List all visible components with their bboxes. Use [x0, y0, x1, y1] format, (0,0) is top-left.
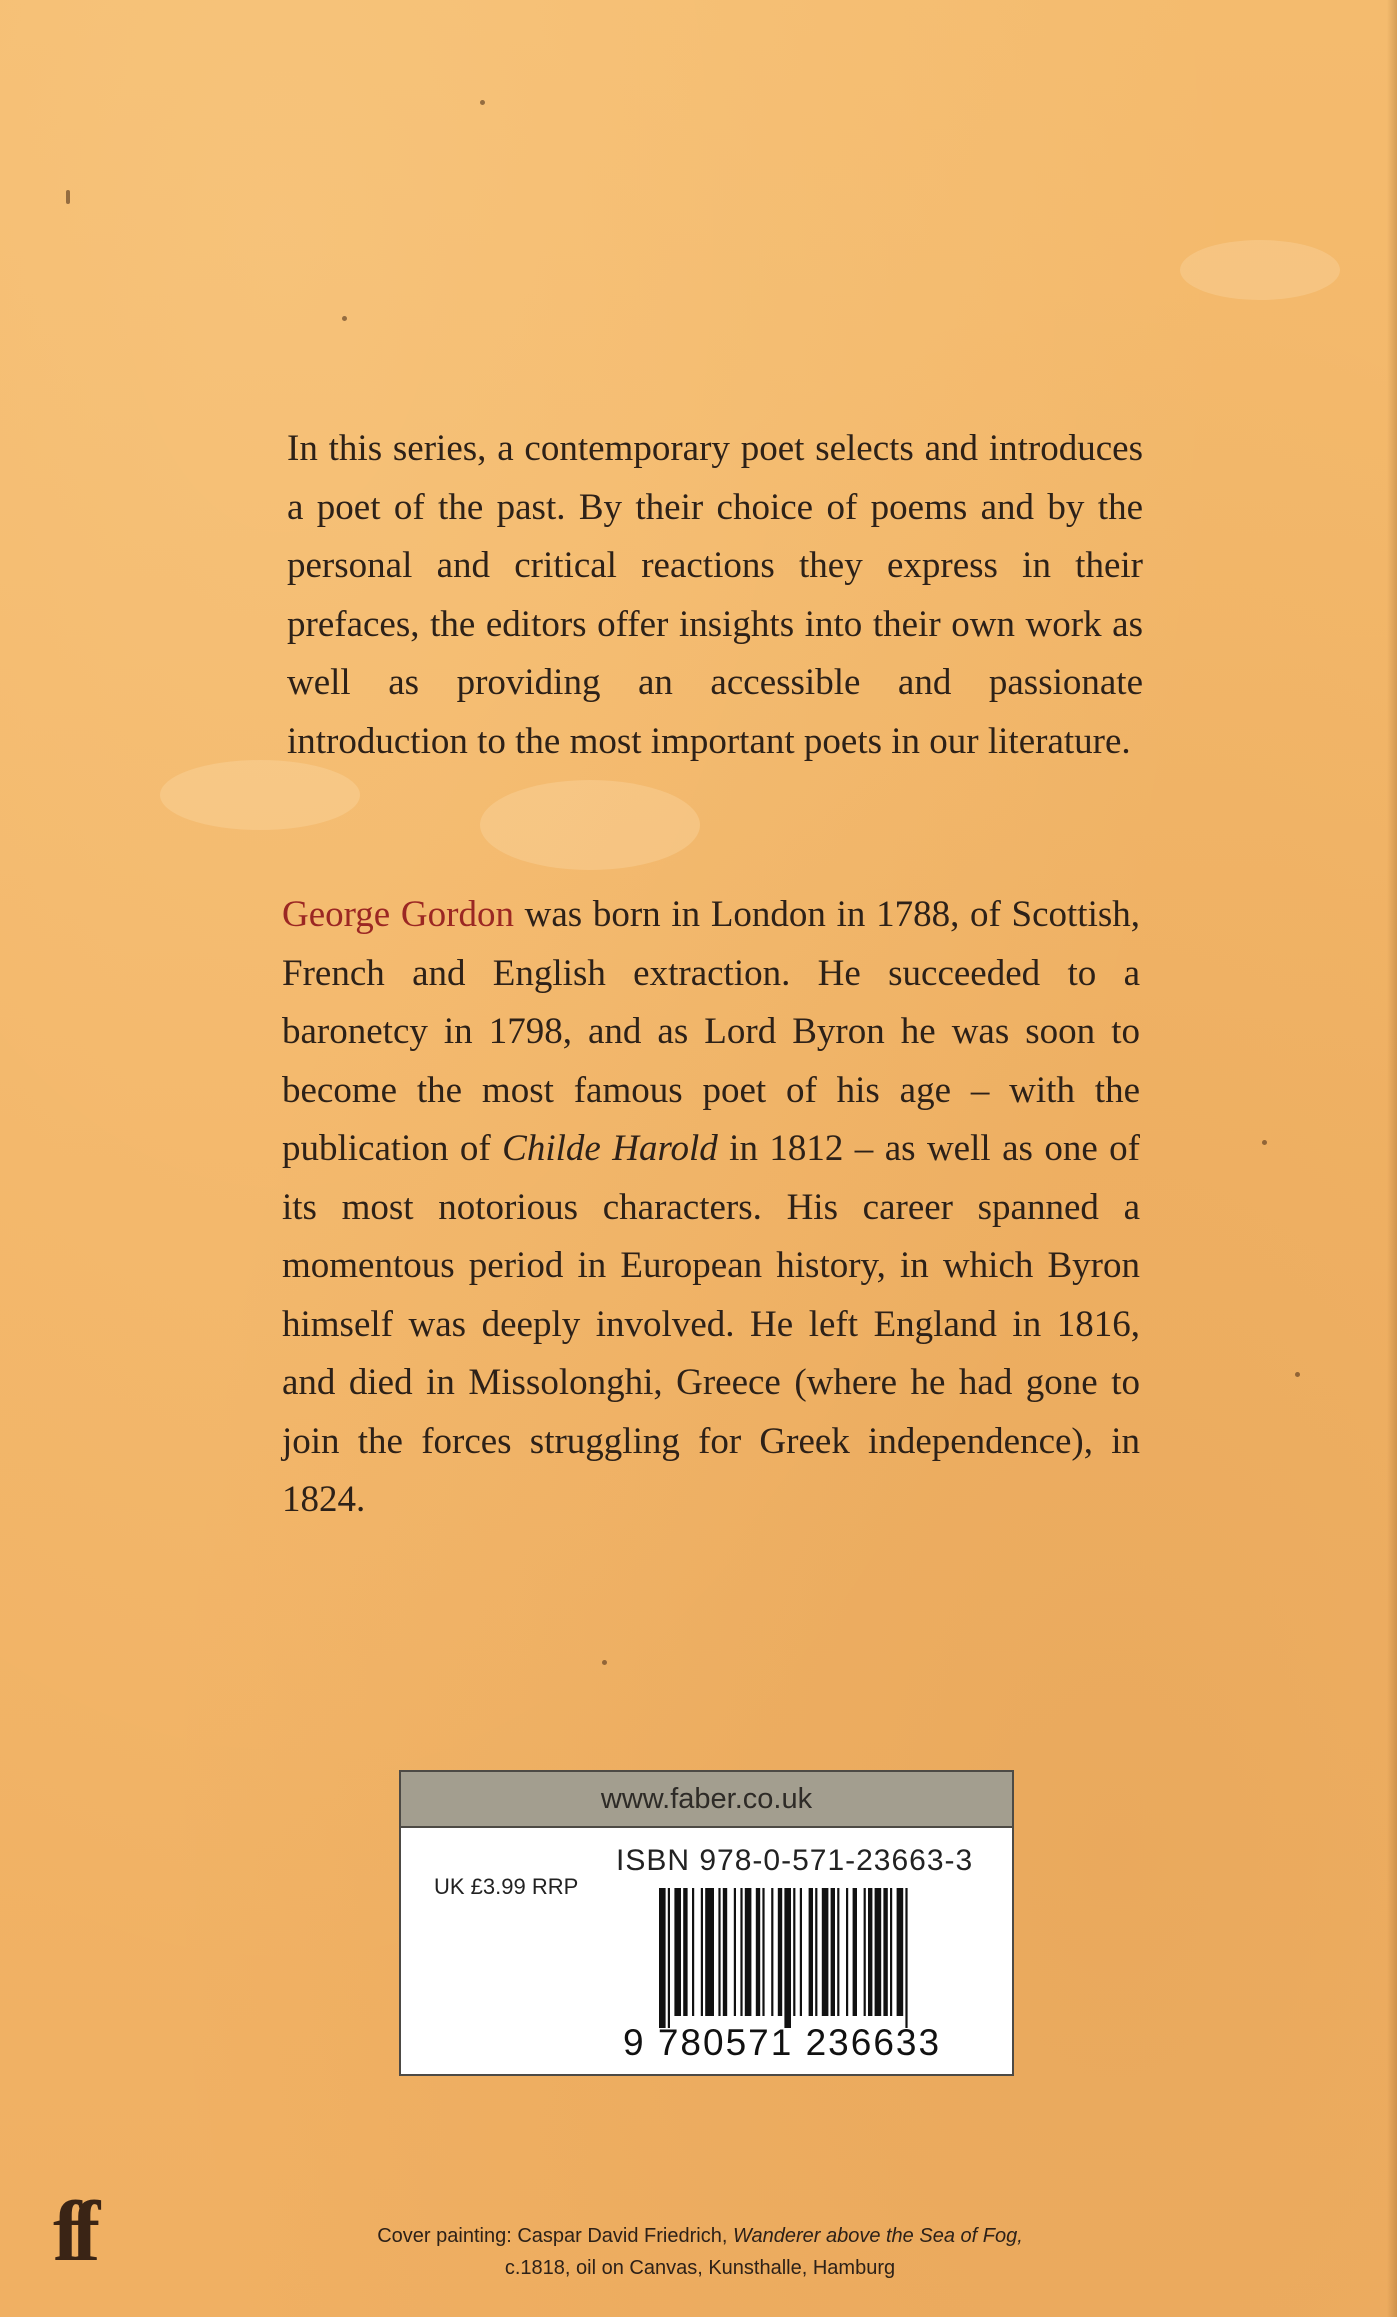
barcode-bar [831, 1888, 835, 2016]
barcode-bar [800, 1888, 802, 2016]
barcode-bar [815, 1888, 817, 2016]
barcode-bar [692, 1888, 694, 2016]
barcode-bar [674, 1888, 681, 2016]
barcode-bar [875, 1888, 882, 2016]
barcode-bar [868, 1888, 872, 2016]
barcode-bar [668, 1888, 670, 2028]
isbn-number: ISBN 978-0-571-23663-3 [616, 1844, 974, 1877]
cover-credit-line-1 [260, 2220, 1140, 2252]
barcode-bar [723, 1888, 727, 2016]
barcode-bar [756, 1888, 760, 2016]
paper-stain [480, 780, 700, 870]
barcode-bar [705, 1888, 714, 2016]
barcode-bar [793, 1888, 795, 2016]
barcode-bar [905, 1888, 907, 2028]
barcode-bar [853, 1888, 857, 2016]
paper-speck [1262, 1140, 1267, 1145]
credit-prefix: Cover painting: Caspar David Friedrich, [377, 2225, 733, 2247]
barcode-bar [701, 1888, 703, 2016]
publisher-website: www.faber.co.uk [401, 1772, 1012, 1828]
work-title: Childe Harold [502, 1128, 718, 1169]
barcode-bar [718, 1888, 720, 2016]
barcode-bar [734, 1888, 736, 2016]
author-name: George Gordon [282, 894, 514, 935]
paper-speck [1295, 1372, 1300, 1377]
biography-text-b: in 1812 – as well as one of its most notorious characters. His career spanned a momentous period in European history, in which Byron himself was deeply involved. He left England in 1816, and died in Missolonghi, Greece (where he had gone to join the forces struggling for Greek independence), in 1824. [282, 1128, 1140, 1520]
cover-credit-line-2: c.1818, oil on Canvas, Kunsthalle, Hamburg [504, 2257, 896, 2279]
barcode-bar [659, 1888, 666, 2028]
barcode-digits: 9 780571 236633 [623, 2022, 942, 2063]
paper-speck [66, 190, 70, 204]
barcode-bar [846, 1888, 848, 2016]
barcode-bar [837, 1888, 839, 2016]
barcode-bar [890, 1888, 892, 2016]
author-biography [282, 886, 1140, 1530]
faber-logo: ff [53, 2183, 91, 2279]
barcode-graphic [659, 1888, 984, 2028]
barcode-panel [399, 1770, 1014, 2076]
barcode-bar [740, 1888, 742, 2016]
cover-edge-shadow [1387, 0, 1397, 2317]
barcode-bar [762, 1888, 764, 2016]
paper-speck [602, 1660, 607, 1665]
barcode-bar [778, 1888, 782, 2016]
barcode-bars [659, 1888, 984, 2028]
paper-stain [1180, 240, 1340, 300]
series-description: In this series, a contemporary poet selects and introduces a poet of the past. By their choice of poems and by the personal and critical reactions they express in their prefaces, the editors offer insights into their own work as well as providing an accessible and passionate introduction to the most important poets in our literature. [287, 428, 1143, 762]
paper-speck [342, 316, 347, 321]
barcode-bar [683, 1888, 687, 2016]
barcode-bar [745, 1888, 752, 2016]
barcode-bar [784, 1888, 791, 2028]
biography-text-a: was born in London in 1788, of Scottish, French and English extraction. He succeeded to a baronetcy in 1798, and as Lord Byron he was soon to become the most famous poet of his age – with the publication of [282, 894, 1140, 1169]
barcode-bar [771, 1888, 773, 2016]
barcode-bar [883, 1888, 887, 2016]
barcode-bar [897, 1888, 904, 2016]
barcode-bar [864, 1888, 866, 2016]
price-label: UK £3.99 RRP [434, 1874, 579, 1899]
barcode-bar [809, 1888, 813, 2016]
paper-speck [480, 100, 485, 105]
barcode-bar [822, 1888, 829, 2016]
painting-title: Wanderer above the Sea of Fog, [732, 2225, 1023, 2247]
